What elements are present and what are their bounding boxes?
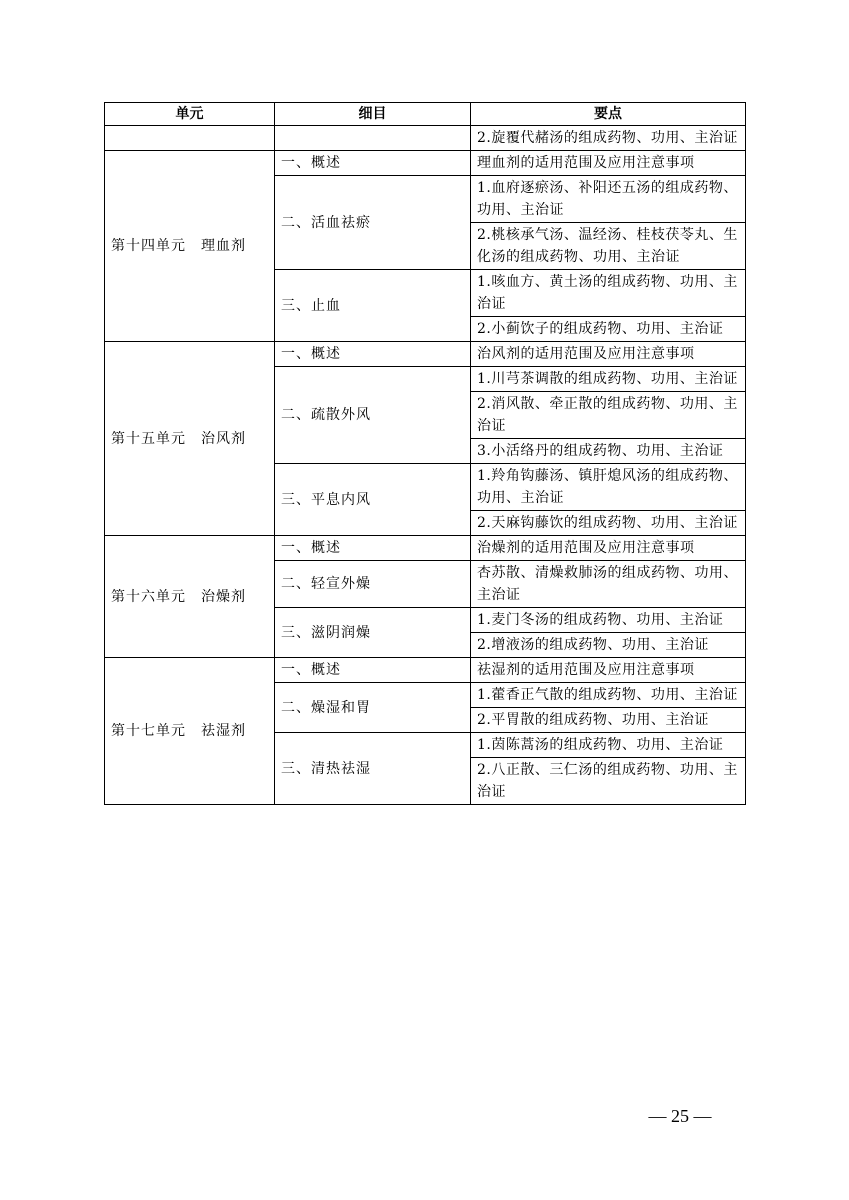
table-row [105,658,746,683]
point-cell: 2.小蓟饮子的组成药物、功用、主治证 [471,317,746,342]
topic-cell: 三、止血 [275,270,471,342]
point-cell: 2.天麻钩藤饮的组成药物、功用、主治证 [471,511,746,536]
point-cell: 1.麦门冬汤的组成药物、功用、主治证 [471,608,746,633]
topic-cell [275,126,471,151]
header-unit: 单元 [105,103,275,126]
point-cell: 1.血府逐瘀汤、补阳还五汤的组成药物、功用、主治证 [471,176,746,223]
point-cell: 2.八正散、三仁汤的组成药物、功用、主治证 [471,758,746,805]
point-cell: 2.桃核承气汤、温经汤、桂枝茯苓丸、生化汤的组成药物、功用、主治证 [471,223,746,270]
header-point: 要点 [471,103,746,126]
point-cell: 2.增液汤的组成药物、功用、主治证 [471,633,746,658]
point-cell: 2.消风散、牵正散的组成药物、功用、主治证 [471,392,746,439]
point-cell: 治风剂的适用范围及应用注意事项 [471,342,746,367]
unit-cell: 第十五单元 治风剂 [105,342,275,536]
point-cell: 1.川芎茶调散的组成药物、功用、主治证 [471,367,746,392]
unit-cell: 第十六单元 治燥剂 [105,536,275,658]
topic-cell: 二、活血祛瘀 [275,176,471,270]
point-cell: 治燥剂的适用范围及应用注意事项 [471,536,746,561]
point-cell: 1.茵陈蒿汤的组成药物、功用、主治证 [471,733,746,758]
topic-cell: 一、概述 [275,658,471,683]
topic-cell: 一、概述 [275,342,471,367]
point-cell: 杏苏散、清燥救肺汤的组成药物、功用、主治证 [471,561,746,608]
unit-cell: 第十四单元 理血剂 [105,151,275,342]
topic-cell: 二、疏散外风 [275,367,471,464]
header-topic: 细目 [275,103,471,126]
point-cell: 1.羚角钩藤汤、镇肝熄风汤的组成药物、功用、主治证 [471,464,746,511]
table-row [105,126,746,151]
syllabus-table [104,102,746,805]
point-cell: 1.咳血方、黄土汤的组成药物、功用、主治证 [471,270,746,317]
point-cell: 祛湿剂的适用范围及应用注意事项 [471,658,746,683]
table-row [105,536,746,561]
table-row [105,151,746,176]
unit-cell [105,126,275,151]
point-cell: 1.藿香正气散的组成药物、功用、主治证 [471,683,746,708]
point-cell: 理血剂的适用范围及应用注意事项 [471,151,746,176]
topic-cell: 三、平息内风 [275,464,471,536]
topic-cell: 三、清热祛湿 [275,733,471,805]
point-cell: 2.旋覆代赭汤的组成药物、功用、主治证 [471,126,746,151]
topic-cell: 三、滋阴润燥 [275,608,471,658]
topic-cell: 二、轻宣外燥 [275,561,471,608]
topic-cell: 一、概述 [275,151,471,176]
point-cell: 2.平胃散的组成药物、功用、主治证 [471,708,746,733]
topic-cell: 一、概述 [275,536,471,561]
table-header-row [105,103,746,126]
topic-cell: 二、燥湿和胃 [275,683,471,733]
table-row [105,342,746,367]
point-cell: 3.小活络丹的组成药物、功用、主治证 [471,439,746,464]
unit-cell: 第十七单元 祛湿剂 [105,658,275,805]
page-number: — 25 — [648,1106,712,1126]
